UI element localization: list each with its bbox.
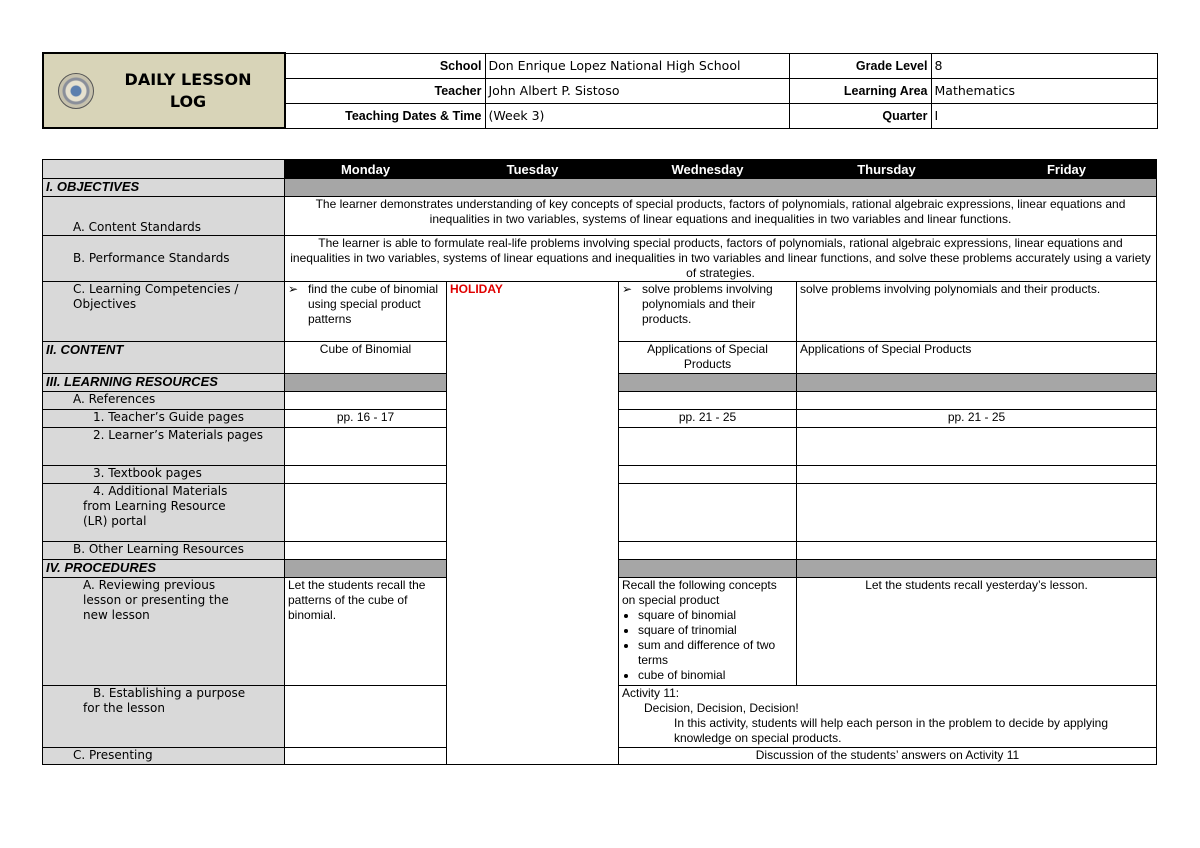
references-label: A. References	[43, 392, 285, 410]
tg-pages-label: 1. Teacher’s Guide pages	[43, 410, 285, 428]
presenting-text: Discussion of the students’ answers on Activity 11	[619, 748, 1157, 765]
quarter-value: I	[931, 103, 1157, 128]
day-monday: Monday	[285, 160, 447, 179]
reviewing-thu-fri: Let the students recall yesterday’s lesson.	[797, 578, 1157, 686]
section-objectives: I. OBJECTIVES	[43, 179, 285, 197]
competency-monday: ➢ find the cube of binomial using special product patterns	[285, 282, 447, 342]
list-item: • square of trinomial	[638, 623, 793, 638]
header-table	[42, 52, 1158, 129]
day-tuesday: Tuesday	[447, 160, 619, 179]
content-thu-fri: Applications of Special Products	[797, 342, 1157, 374]
tg-pages-wednesday: pp. 21 - 25	[619, 410, 797, 428]
title-block	[43, 53, 285, 128]
performance-standards-label: B. Performance Standards	[43, 236, 285, 282]
reviewing-monday: Let the students recall the patterns of the cube of binomial.	[285, 578, 447, 686]
teacher-label: Teacher	[285, 78, 485, 103]
competencies-label: C. Learning Competencies / Objectives	[43, 282, 285, 342]
school-value: Don Enrique Lopez National High School	[485, 53, 789, 78]
section-content: II. CONTENT	[43, 342, 285, 374]
tg-pages-monday: pp. 16 - 17	[285, 410, 447, 428]
day-wednesday: Wednesday	[619, 160, 797, 179]
day-header-row	[43, 160, 1157, 179]
quarter-label: Quarter	[789, 103, 931, 128]
lesson-table	[42, 159, 1157, 765]
teacher-value: John Albert P. Sistoso	[485, 78, 789, 103]
arrow-bullet-icon: ➢	[622, 282, 633, 296]
section-resources: III. LEARNING RESOURCES	[43, 374, 285, 392]
other-resources-label: B. Other Learning Resources	[43, 542, 285, 560]
section-procedures: IV. PROCEDURES	[43, 560, 285, 578]
learning-area-label: Learning Area	[789, 78, 931, 103]
competency-thu-fri: solve problems involving polynomials and their products.	[797, 282, 1157, 342]
presenting-label: C. Presenting	[43, 748, 285, 765]
grade-level-label: Grade Level	[789, 53, 931, 78]
list-item: • square of binomial	[638, 608, 793, 623]
content-monday: Cube of Binomial	[285, 342, 447, 374]
teaching-dates-value: (Week 3)	[485, 103, 789, 128]
reviewing-label: A. Reviewing previous lesson or presenting the new lesson	[43, 578, 285, 686]
list-item: • cube of binomial	[638, 668, 793, 683]
additional-materials-label: 4. Additional Materials from Learning Resource (LR) portal	[43, 484, 285, 542]
learning-area-value: Mathematics	[931, 78, 1157, 103]
reviewing-wednesday: Recall the following concepts on special product • square of binomial • square of trinomial • sum and difference of two terms • cube of binomial	[619, 578, 797, 686]
list-item: • sum and difference of two terms	[638, 638, 793, 668]
purpose-label: B. Establishing a purpose for the lesson	[43, 686, 285, 748]
purpose-activity: Activity 11: Decision, Decision, Decision! In this activity, students will help each person in the problem to decide by applying knowledge on special products.	[619, 686, 1157, 748]
teaching-dates-label: Teaching Dates & Time	[285, 103, 485, 128]
competency-wednesday: ➢ solve problems involving polynomials and their products.	[619, 282, 797, 342]
grade-level-value: 8	[931, 53, 1157, 78]
deped-seal-icon	[58, 73, 94, 109]
tg-pages-thu-fri: pp. 21 - 25	[797, 410, 1157, 428]
day-friday: Friday	[977, 160, 1157, 179]
lm-pages-label: 2. Learner’s Materials pages	[43, 428, 285, 466]
textbook-label: 3. Textbook pages	[43, 466, 285, 484]
day-thursday: Thursday	[797, 160, 977, 179]
school-label: School	[285, 53, 485, 78]
content-wednesday: Applications of Special Products	[619, 342, 797, 374]
page-title: DAILY LESSON LOG	[124, 69, 252, 111]
special-product-list	[622, 608, 793, 683]
performance-standards-text: The learner is able to formulate real-life problems involving special products, factors of polynomials, rational algebraic expressions, linear equations and inequalities in two variables, systems of linear equations and inequalities in two variables and linear functions, and solve these problems accurately using a variety of strategies.	[285, 236, 1157, 282]
content-standards-text: The learner demonstrates understanding of key concepts of special products, factors of polynomials, rational algebraic expressions, linear equations and inequalities in two variables, systems of linear equations and inequalities in two variables and linear functions.	[285, 197, 1157, 236]
content-standards-label: A. Content Standards	[43, 197, 285, 236]
arrow-bullet-icon: ➢	[288, 282, 299, 296]
holiday-label: HOLIDAY	[447, 282, 619, 765]
